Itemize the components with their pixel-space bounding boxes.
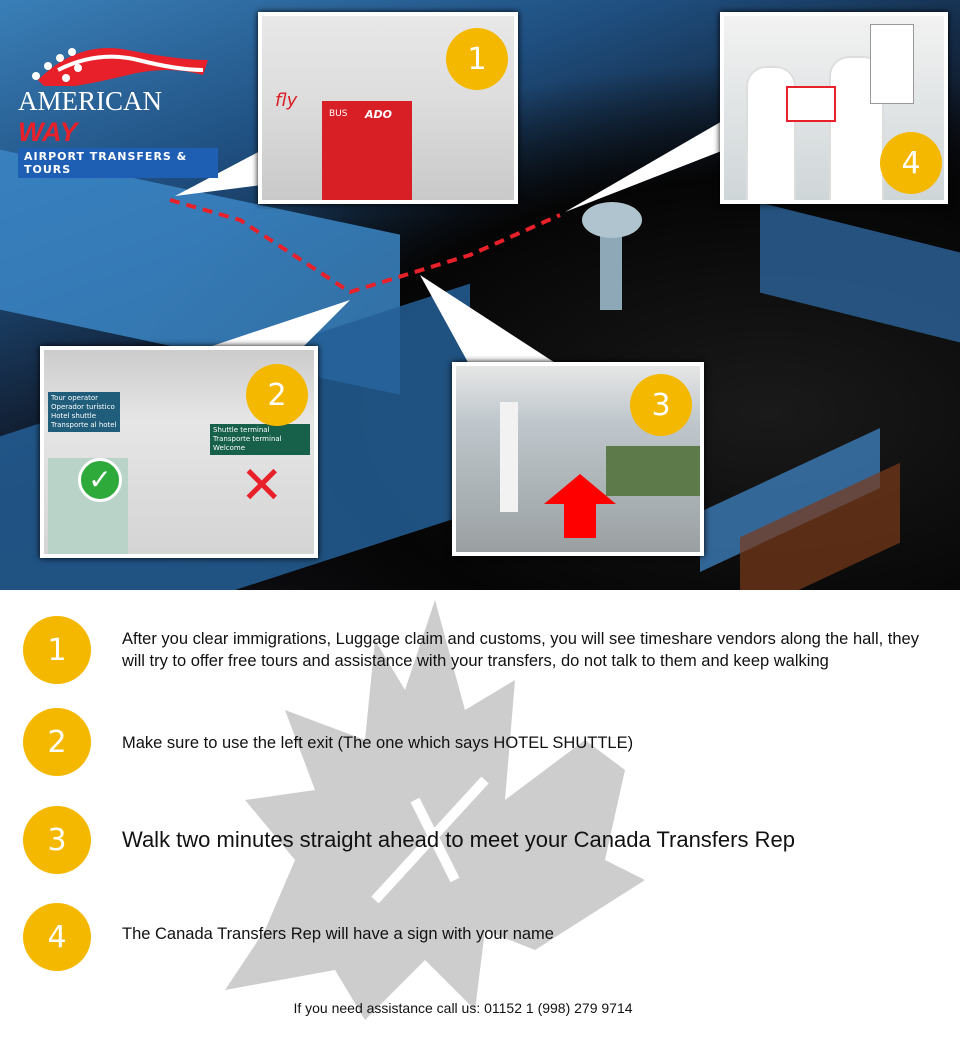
sign-line: Operador turístico <box>51 403 115 411</box>
arrow-up-icon <box>544 474 616 538</box>
photo-3-walkway <box>452 362 704 556</box>
step-text: After you clear immigrations, Luggage claim and customs, you will see timeshare vendors along the hall, they will try to offer free tours and assistance with your transfers, do not talk to them and keep walking <box>122 630 919 670</box>
step-number-badge: 1 <box>23 616 91 684</box>
sign-line: Transporte al hotel <box>51 421 117 429</box>
american-way-logo <box>18 30 218 178</box>
cross-icon: ✕ <box>240 456 284 516</box>
sign-line: Transporte terminal <box>213 435 282 443</box>
photo-2-exit-doors <box>40 346 318 558</box>
control-tower-top <box>582 202 642 238</box>
step-number-badge: 2 <box>23 708 91 776</box>
name-sign <box>786 86 836 122</box>
column <box>500 402 518 512</box>
callout-2 <box>200 300 350 350</box>
step-text: The Canada Transfers Rep will have a sign with your name <box>122 925 554 943</box>
step-text: Make sure to use the left exit (The one which says HOTEL SHUTTLE) <box>122 734 634 752</box>
photo-1-arrivals-hall <box>258 12 518 204</box>
sign-ado: ADO <box>365 108 392 121</box>
sign-terminal-shuttle <box>210 424 310 455</box>
callout-4 <box>565 120 724 212</box>
sign-bus: BUS <box>329 109 348 119</box>
brand-tagline: AIRPORT TRANSFERS & TOURS <box>18 148 218 178</box>
walking-route-line <box>170 200 560 292</box>
flag-emblem <box>18 30 218 86</box>
brand-main: AMERICAN <box>18 86 163 116</box>
photo-number-badge: 3 <box>630 374 692 436</box>
photo-number-badge: 2 <box>246 364 308 426</box>
vegetation <box>606 446 704 496</box>
sign-line: Hotel shuttle <box>51 412 97 420</box>
contact-phone: If you need assistance call us: 01152 1 (998) 279 9714 <box>293 1000 633 1016</box>
sign-fly: fly <box>275 90 298 111</box>
sign-line: Tour operator <box>51 394 99 402</box>
step-number-badge: 4 <box>23 903 91 971</box>
name-board <box>870 24 914 104</box>
brand-accent: WAY <box>18 117 78 147</box>
callout-3 <box>420 275 560 366</box>
sign-line: Shuttle terminal <box>213 426 270 434</box>
brand-name <box>18 86 218 148</box>
photo-4-transfer-reps <box>720 12 948 204</box>
photo-number-badge: 1 <box>446 28 508 90</box>
step-text: Walk two minutes straight ahead to meet your Canada Transfers Rep <box>122 827 795 852</box>
check-icon: ✓ <box>78 458 122 502</box>
photo-number-badge: 4 <box>880 132 942 194</box>
step-number-badge: 3 <box>23 806 91 874</box>
sign-line: Welcome <box>213 444 246 452</box>
sign-hotel-shuttle <box>48 392 120 432</box>
